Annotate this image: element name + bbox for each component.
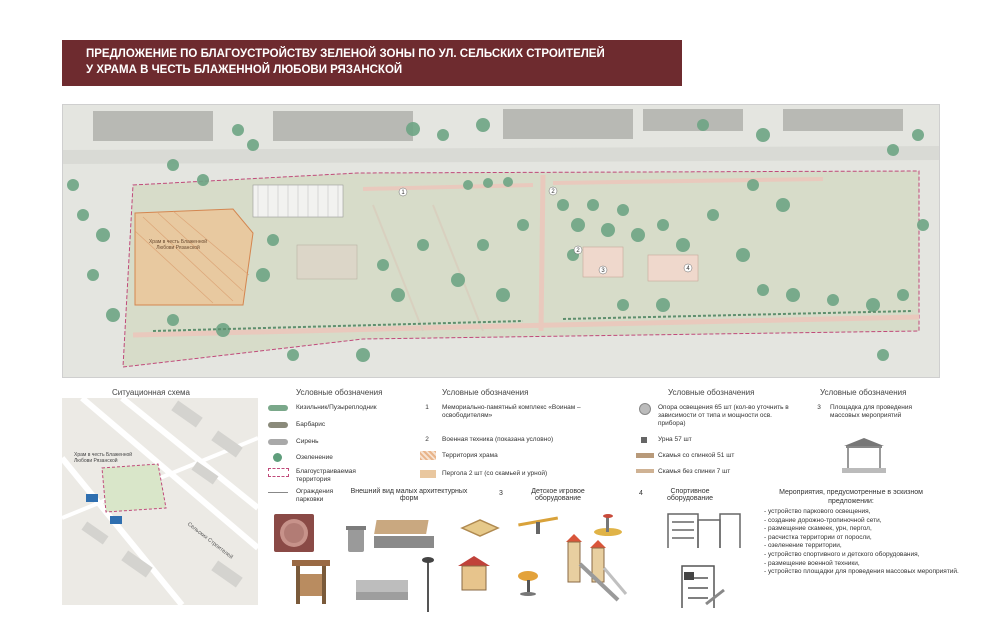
sport-header: Спортивное оборудование	[666, 488, 714, 502]
legend3-header: Условные обозначения	[668, 388, 755, 397]
building	[643, 109, 743, 131]
siren-swatch	[268, 439, 288, 445]
bench-back-icon	[636, 453, 654, 458]
event-item: - устройство паркового освещения,	[764, 508, 871, 515]
plan-church-label: Храм в честь Блаженной Любови Рязанской	[148, 239, 208, 251]
situation-map	[62, 398, 258, 605]
event-item: - размещение военной техники,	[764, 559, 860, 567]
bus-stop-icon	[110, 516, 122, 524]
mfo-illustrations	[270, 512, 452, 620]
territory-swatch	[268, 468, 289, 477]
sport-num: 4	[639, 490, 643, 497]
legend4-header: Условные обозначения	[820, 388, 907, 397]
playground-illustrations	[458, 508, 628, 620]
playground-header: Детское игровое оборудование	[531, 488, 585, 502]
legend1-header: Условные обозначения	[296, 388, 383, 397]
legend-label: Озеленение	[296, 454, 333, 461]
event-item: - расчистка территории от поросли,	[764, 533, 872, 541]
situation-street-label: Сельских Строителей	[186, 521, 234, 561]
legend-label: Урна 57 шт	[658, 436, 692, 443]
memorial-area	[297, 245, 357, 279]
church-territory-swatch	[420, 451, 436, 460]
legend-label: Мемориально-памятный комплекс «Воинам – освободителям»	[442, 404, 581, 419]
legend-num: 2	[425, 436, 429, 443]
walkway	[541, 175, 543, 331]
bench-back-image	[374, 520, 434, 548]
pergola-image	[292, 560, 330, 604]
legend-label: Благоустраиваемая территория	[296, 468, 356, 483]
building	[783, 109, 903, 131]
pergola-photo	[274, 514, 314, 552]
sandbox-image	[462, 520, 498, 536]
legend-label: Ограждения парковки	[296, 488, 334, 503]
event-item: - размещение скамеек, урн, пергол,	[764, 525, 872, 533]
sport-illustrations	[658, 508, 746, 620]
lighting-pole-icon	[639, 403, 651, 415]
events-list	[764, 508, 959, 577]
marker-4: 4	[686, 266, 690, 272]
bench-icon	[636, 469, 654, 473]
event-item: - устройство спортивного и детского оборудования,	[764, 550, 920, 558]
stage-icon	[838, 436, 890, 476]
legend2-header: Условные обозначения	[442, 388, 529, 397]
situation-map-drawing	[62, 398, 258, 605]
page-title-banner	[62, 40, 682, 86]
title-line-1: ПРЕДЛОЖЕНИЕ ПО БЛАГОУСТРОЙСТВУ ЗЕЛЕНОЙ ЗОНЫ ПО УЛ. СЕЛЬСКИХ СТРОИТЕЛЕЙ	[86, 48, 605, 60]
legend-label: Территория храма	[442, 452, 498, 459]
legend-label: Площадка для проведения массовых мероприятий	[830, 404, 912, 419]
marker-2: 2	[551, 189, 555, 195]
event-item: - устройство площадки для проведения массовых мероприятий.	[764, 568, 959, 576]
greenery-swatch	[273, 453, 282, 462]
carousel-image	[594, 514, 622, 536]
play-complex-image	[566, 534, 626, 600]
bus-stop-icon	[86, 494, 98, 502]
marker-1: 1	[401, 190, 405, 196]
building	[503, 109, 633, 139]
legend-num: 1	[425, 404, 429, 411]
exercise-station-image	[682, 566, 724, 608]
legend-label: Барбарис	[296, 421, 326, 428]
legend-label: Пергола 2 шт (со скамьей и урной)	[442, 470, 548, 477]
workout-bars-image	[668, 514, 740, 548]
situation-park-area	[102, 464, 166, 512]
fence-swatch	[268, 492, 288, 493]
legend-num: 3	[817, 404, 821, 411]
playground-num: 3	[499, 490, 503, 497]
barbaris-swatch	[268, 422, 288, 428]
urn-image	[346, 526, 366, 552]
spring-rider-image	[518, 571, 538, 596]
events-header: Мероприятия, предусмотренные в эскизном предложении:	[779, 489, 923, 505]
legend-label: Военная техника (показана условно)	[442, 436, 554, 443]
legend-label: Скамья со спинкой 51 шт	[658, 452, 735, 459]
legend-label: Опора освещения 65 шт (кол-во уточнить в зависимости от типа и мощности осв. прибора)	[658, 404, 789, 427]
mfo-header: Внешний вид малых архитектурных форм	[350, 488, 468, 502]
marker-2b: 2	[576, 248, 580, 254]
urn-icon	[641, 437, 647, 443]
lamp-image	[422, 557, 434, 612]
legend-event-area	[812, 404, 940, 434]
kizilnik-swatch	[268, 405, 288, 411]
marker-3: 3	[601, 268, 605, 274]
legend-label: Скамья без спинки 7 шт	[658, 468, 731, 475]
situation-header: Ситуационная схема	[112, 388, 191, 397]
event-item: - озеленение территории,	[764, 542, 842, 550]
bench-image	[356, 580, 408, 600]
building	[273, 111, 413, 141]
playhouse-image	[458, 556, 490, 590]
title-line-2: У ХРАМА В ЧЕСТЬ БЛАЖЕННОЙ ЛЮБОВИ РЯЗАНСКОЙ	[86, 64, 403, 76]
master-plan	[62, 104, 940, 378]
legend-label: Сирень	[296, 438, 319, 445]
pergola-swatch	[420, 470, 436, 478]
event-item: - создание дорожно-тропиночной сети,	[764, 516, 882, 524]
seesaw-image	[518, 517, 558, 534]
legend-label: Кизильник/Пузыреплодник	[296, 404, 377, 411]
situation-church-label: Храм в честь Блаженной Любови Рязанской	[74, 452, 133, 464]
church-territory	[135, 209, 253, 305]
building	[93, 111, 213, 141]
